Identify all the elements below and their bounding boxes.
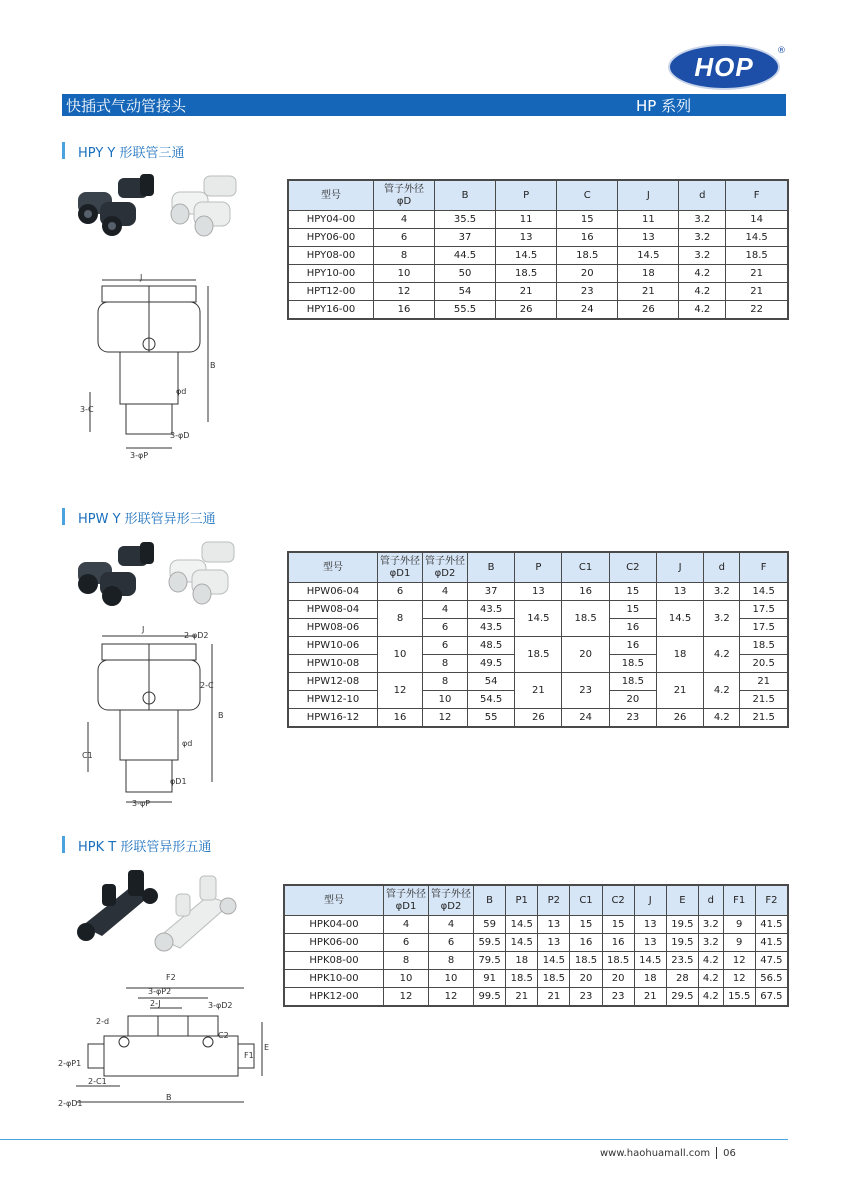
table-cell: 12 [378,673,423,709]
table-cell: 23.5 [666,952,698,970]
table-cell: 48.5 [468,637,515,655]
table-cell: 4 [374,211,435,229]
table-cell: 18.5 [562,601,609,637]
table-row [288,301,788,320]
drawing-label: B [166,1093,172,1102]
table-cell: HPK10-00 [284,970,384,988]
table-cell: 10 [429,970,474,988]
footer-divider [0,1139,788,1140]
table-cell: 4.2 [679,265,726,283]
table-cell: 14.5 [634,952,666,970]
table-row [288,601,788,619]
technical-drawing-hpy [80,272,230,462]
product-photo-hpk [72,866,252,954]
table-cell: 16 [557,229,618,247]
page-number: 06 [723,1148,736,1159]
table-cell: 21 [740,673,788,691]
table-row [284,916,788,934]
table-cell: 15.5 [723,988,755,1007]
table-cell: 22 [726,301,788,320]
table-cell: HPW16-12 [288,709,378,728]
drawing-label: 3-φP2 [148,987,172,996]
table-row [284,952,788,970]
column-header: 管子外径 φD2 [423,552,468,583]
table-cell: HPY16-00 [288,301,374,320]
column-header: P [496,180,557,211]
drawing-label: 2-φD2 [184,631,209,640]
column-header: 型号 [284,885,384,916]
table-cell: 6 [429,934,474,952]
section-title: HPK T 形联管异形五通 [78,840,212,855]
footer-separator [716,1147,717,1159]
table-cell: 14.5 [726,229,788,247]
column-header: d [704,552,740,583]
table-cell: 3.2 [679,211,726,229]
table-cell: 20 [557,265,618,283]
table-cell: 11 [618,211,679,229]
column-header: C1 [570,885,602,916]
table-row [288,229,788,247]
table-cell: 6 [423,619,468,637]
footer [600,1147,736,1159]
drawing-label: 2-φD1 [58,1099,83,1108]
table-cell: 3.2 [704,583,740,601]
table-row [284,970,788,988]
dark-fitting [77,870,158,941]
table-cell: 17.5 [740,601,788,619]
column-header: 型号 [288,180,374,211]
white-fitting [171,176,236,236]
table-cell: 6 [423,637,468,655]
table-cell: HPW10-06 [288,637,378,655]
table-cell: 4.2 [698,970,723,988]
column-header: J [634,885,666,916]
column-header: J [618,180,679,211]
table-cell: 6 [384,934,429,952]
table-cell: HPW10-08 [288,655,378,673]
section-marker [62,836,65,853]
table-cell: 21 [656,673,703,709]
table-cell: 14.5 [618,247,679,265]
table-cell: 14.5 [496,247,557,265]
table-cell: 20 [609,691,656,709]
column-header: C2 [602,885,634,916]
column-header: F1 [723,885,755,916]
table-cell: 24 [557,301,618,320]
table-cell: 16 [570,934,602,952]
table-cell: 23 [557,283,618,301]
table-cell: 8 [384,952,429,970]
table-cell: HPW12-10 [288,691,378,709]
table-cell: 13 [656,583,703,601]
table-row [288,673,788,691]
column-header: P2 [538,885,570,916]
table-cell: 44.5 [435,247,496,265]
table-row [284,934,788,952]
table-cell: 18.5 [570,952,602,970]
table-cell: 13 [634,934,666,952]
table-cell: 13 [538,916,570,934]
table-cell: 4 [429,916,474,934]
table-cell: 23 [562,673,609,709]
table-cell: 6 [378,583,423,601]
drawing-label: 3-φP [132,799,151,808]
table-cell: HPW08-06 [288,619,378,637]
column-header: 管子外径 φD1 [384,885,429,916]
table-cell: 18.5 [506,970,538,988]
table-cell: 67.5 [755,988,788,1007]
drawing-label: C1 [82,751,93,760]
column-header: E [666,885,698,916]
table-cell: 59 [474,916,506,934]
table-cell: 54.5 [468,691,515,709]
table-cell: 17.5 [740,619,788,637]
drawing-label: 2-d [96,1017,110,1026]
table-cell: 15 [570,916,602,934]
drawing-label: B [218,711,224,720]
table-cell: 10 [384,970,429,988]
column-header: 管子外径 φD2 [429,885,474,916]
table-cell: 8 [423,655,468,673]
white-fitting [155,876,236,951]
table-cell: HPT12-00 [288,283,374,301]
table-row [288,211,788,229]
column-header: C1 [562,552,609,583]
table-cell: 18.5 [609,655,656,673]
table-cell: 43.5 [468,619,515,637]
table-cell: 12 [374,283,435,301]
table-cell: HPY06-00 [288,229,374,247]
column-header: C [557,180,618,211]
table-cell: 21 [496,283,557,301]
product-photo-hpw [74,540,254,616]
table-cell: 99.5 [474,988,506,1007]
table-row [284,988,788,1007]
table-cell: HPK06-00 [284,934,384,952]
page-title: 快插式气动管接头 [66,97,187,115]
table-cell: 18.5 [557,247,618,265]
table-cell: 10 [374,265,435,283]
table-cell: 50 [435,265,496,283]
table-cell: 12 [723,970,755,988]
table-cell: 18 [618,265,679,283]
table-cell: 20 [562,637,609,673]
table-cell: HPK08-00 [284,952,384,970]
table-cell: 54 [435,283,496,301]
dark-fitting [78,542,154,606]
table-cell: 8 [374,247,435,265]
table-cell: 14.5 [515,601,562,637]
table-cell: 4.2 [679,283,726,301]
table-cell: 21 [538,988,570,1007]
drawing-label: B [210,361,216,370]
table-cell: HPY10-00 [288,265,374,283]
table-cell: 12 [429,988,474,1007]
table-cell: 23 [570,988,602,1007]
table-cell: 23 [602,988,634,1007]
column-header: J [656,552,703,583]
table-cell: 23 [609,709,656,728]
registered-mark: ® [777,46,786,56]
section-marker [62,142,65,159]
table-cell: 43.5 [468,601,515,619]
table-cell: 21 [726,283,788,301]
column-header: P1 [506,885,538,916]
table-cell: 13 [618,229,679,247]
table-cell: 26 [618,301,679,320]
table-cell: 14.5 [740,583,788,601]
table-cell: 26 [515,709,562,728]
table-cell: 21 [634,988,666,1007]
table-cell: 18.5 [496,265,557,283]
drawing-label: F1 [244,1051,254,1060]
column-header: 管子外径 φD1 [378,552,423,583]
table-header-row [288,552,788,583]
table-cell: 3.2 [698,934,723,952]
drawing-label: 3-C [80,405,94,414]
table-cell: 14.5 [656,601,703,637]
table-cell: 21.5 [740,691,788,709]
section-title: HPY Y 形联管三通 [78,146,185,161]
table-cell: 15 [602,916,634,934]
dark-fitting [78,174,154,236]
drawing-label: 3-φD2 [208,1001,233,1010]
column-header: B [435,180,496,211]
drawing-label: F2 [166,973,176,982]
table-cell: 16 [602,934,634,952]
table-cell: 13 [538,934,570,952]
table-cell: 4.2 [698,988,723,1007]
drawing-label: 2-φP1 [58,1059,82,1068]
table-header-row [288,180,788,211]
table-cell: 3.2 [704,601,740,637]
table-cell: 54 [468,673,515,691]
table-cell: 24 [562,709,609,728]
table-cell: HPW08-04 [288,601,378,619]
table-cell: 3.2 [679,229,726,247]
table-row [288,247,788,265]
table-cell: 13 [515,583,562,601]
table-cell: 13 [634,916,666,934]
table-cell: 10 [378,637,423,673]
table-cell: 14 [726,211,788,229]
table-cell: 16 [374,301,435,320]
table-cell: 4.2 [704,709,740,728]
website-link[interactable]: www.haohuamall.com [600,1148,711,1159]
section-marker [62,508,65,525]
spec-table-hpk [283,884,789,1007]
table-cell: 3.2 [698,916,723,934]
table-cell: 4.2 [704,637,740,673]
column-header: d [679,180,726,211]
table-cell: 29.5 [666,988,698,1007]
table-cell: 35.5 [435,211,496,229]
table-cell: 59.5 [474,934,506,952]
table-cell: 4.2 [679,301,726,320]
table-cell: 20 [602,970,634,988]
table-cell: 56.5 [755,970,788,988]
column-header: 型号 [288,552,378,583]
table-cell: 12 [423,709,468,728]
column-header: F [740,552,788,583]
table-cell: 15 [609,583,656,601]
table-cell: 41.5 [755,934,788,952]
table-cell: 18.5 [740,637,788,655]
drawing-label: J [140,273,143,282]
header-bar [62,94,786,116]
technical-drawing-hpk [58,966,280,1112]
table-cell: 28 [666,970,698,988]
series-title: HP 系列 [636,97,692,115]
drawing-label: J [142,625,145,634]
table-cell: 4 [384,916,429,934]
column-header: F2 [755,885,788,916]
technical-drawing-hpw [80,622,240,812]
drawing-label: φD1 [170,777,187,786]
table-cell: 18 [634,970,666,988]
table-cell: 47.5 [755,952,788,970]
table-cell: 4.2 [698,952,723,970]
table-cell: 20 [570,970,602,988]
table-row [288,283,788,301]
section-title: HPW Y 形联管异形三通 [78,512,216,527]
drawing-label: 2-C1 [88,1077,107,1086]
table-cell: 6 [374,229,435,247]
brand-logo [668,44,786,92]
table-cell: 3.2 [679,247,726,265]
table-cell: 13 [496,229,557,247]
table-cell: 79.5 [474,952,506,970]
table-cell: 11 [496,211,557,229]
drawing-label: 2-C [200,681,214,690]
table-cell: 12 [384,988,429,1007]
table-cell: 14.5 [538,952,570,970]
table-cell: 15 [557,211,618,229]
table-cell: 21 [618,283,679,301]
drawing-label: φd [176,387,187,396]
drawing-label: 3-φD [170,431,190,440]
white-fitting [169,542,234,604]
table-cell: HPK04-00 [284,916,384,934]
table-row [288,709,788,728]
drawing-label: 2-J [150,999,161,1008]
table-cell: 9 [723,916,755,934]
table-cell: 55.5 [435,301,496,320]
spec-table-hpw [287,551,789,728]
table-cell: HPY04-00 [288,211,374,229]
table-cell: 8 [378,601,423,637]
column-header: B [474,885,506,916]
table-cell: 21 [506,988,538,1007]
table-cell: 41.5 [755,916,788,934]
table-cell: 37 [468,583,515,601]
table-row [288,265,788,283]
table-cell: 19.5 [666,934,698,952]
table-cell: 18.5 [602,952,634,970]
table-row [288,637,788,655]
spec-table-hpy [287,179,789,320]
table-cell: 4.2 [704,673,740,709]
table-cell: 18 [656,637,703,673]
table-cell: 49.5 [468,655,515,673]
table-cell: 16 [609,619,656,637]
table-cell: 21 [515,673,562,709]
table-row [288,583,788,601]
drawing-label: 3-φP [130,451,149,460]
table-cell: 10 [423,691,468,709]
drawing-label: E [264,1043,270,1052]
table-cell: HPK12-00 [284,988,384,1007]
table-cell: 37 [435,229,496,247]
table-cell: 18.5 [515,637,562,673]
table-cell: 21.5 [740,709,788,728]
table-cell: 18.5 [726,247,788,265]
table-cell: 14.5 [506,934,538,952]
table-cell: 4 [423,583,468,601]
table-cell: 55 [468,709,515,728]
table-cell: 18.5 [609,673,656,691]
table-cell: HPY08-00 [288,247,374,265]
table-cell: 19.5 [666,916,698,934]
drawing-label: φd [182,739,193,748]
column-header: d [698,885,723,916]
table-cell: 91 [474,970,506,988]
drawing-label: C2 [218,1031,229,1040]
product-photo-hpy [74,172,254,244]
column-header: 管子外径 φD [374,180,435,211]
table-cell: 16 [378,709,423,728]
table-cell: 4 [423,601,468,619]
table-cell: 15 [609,601,656,619]
table-cell: 16 [562,583,609,601]
table-cell: 16 [609,637,656,655]
table-cell: HPW12-08 [288,673,378,691]
column-header: C2 [609,552,656,583]
column-header: B [468,552,515,583]
table-cell: 20.5 [740,655,788,673]
table-cell: 26 [656,709,703,728]
logo-text: HOP [694,52,754,82]
table-cell: HPW06-04 [288,583,378,601]
table-cell: 14.5 [506,916,538,934]
table-cell: 26 [496,301,557,320]
table-cell: 8 [429,952,474,970]
table-cell: 21 [726,265,788,283]
table-header-row [284,885,788,916]
table-cell: 12 [723,952,755,970]
column-header: P [515,552,562,583]
table-cell: 9 [723,934,755,952]
column-header: F [726,180,788,211]
table-cell: 18 [506,952,538,970]
table-cell: 8 [423,673,468,691]
table-cell: 18.5 [538,970,570,988]
